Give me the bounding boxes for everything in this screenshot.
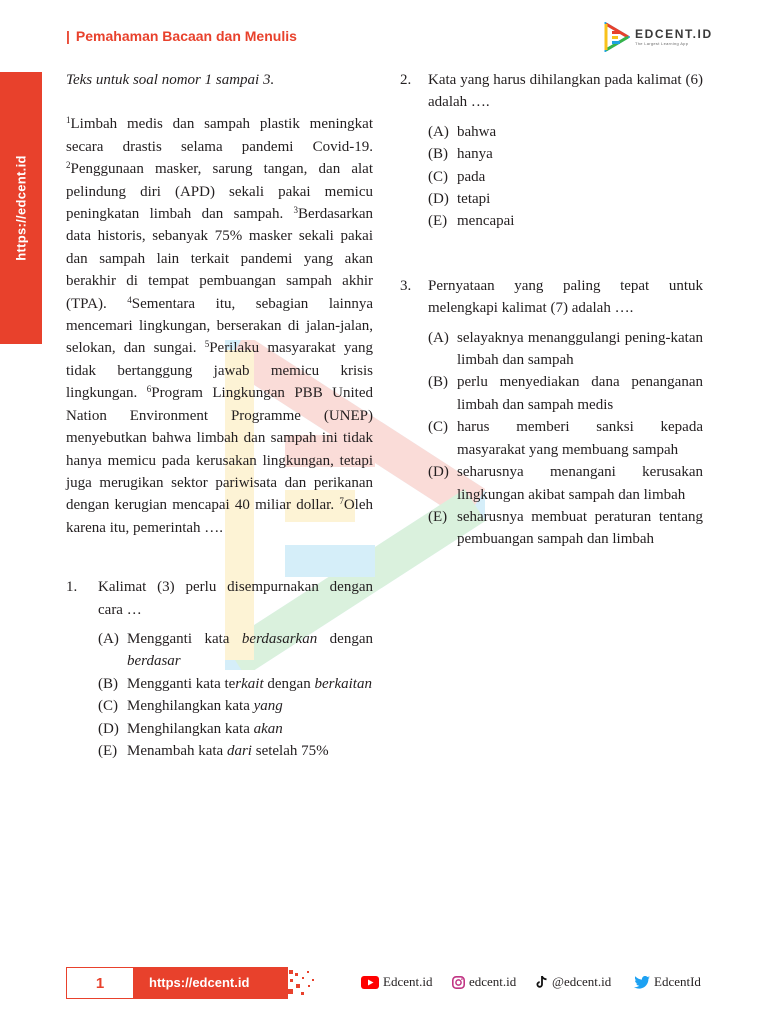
- side-url-text: https://edcent.id: [13, 155, 29, 261]
- footer-url-link[interactable]: https://edcent.id: [134, 967, 282, 999]
- question-text: Kata yang harus dihilangkan pada kalimat (6) adalah ….: [428, 72, 703, 111]
- youtube-icon: [361, 976, 379, 989]
- answer-options: [400, 327, 703, 551]
- answer-option[interactable]: (B) Mengganti kata terkait dengan berkaitan: [98, 675, 372, 692]
- header-title: | Pemahaman Bacaan dan Menulis: [66, 28, 297, 44]
- edcent-logo: [604, 22, 713, 52]
- tiktok-icon: [536, 975, 548, 989]
- answer-option[interactable]: (E) mencapai: [428, 213, 515, 230]
- passage-text: $^1$Limbah medis dan sampah plastik meningkat secara drastis selama pandemi Covid-19. $^2$Penggunaan masker, sarung tangan, dan alat pelindung diri (APD) sekali pakai memicu peningkatan limbah dan sampah. $^3$Berdasarkan data historis, sebanyak 75% masker sekali pakai dan sampah lain terkait pandemi yang akan berakhir di tempat pembuangan sampah akhir (TPA). $^4$Sementara itu, sebagian lainnya mencemari lingkungan, berserakan di jalan-jalan, selokan, dan sungai. $^5$Perilaku masyarakat yang tidak bertanggung jawab memicu krisis lingkungan. $^6$Program Lingkungan PBB United Nation Environment Programme (UNEP) menyebutkan bahwa limbah dan sampah ini tidak hanya memicu pada kerusakan lingkungan, tetapi juga merugikan sektor pariwisata dan perikanan dengan kerugian mencapai 40 miliar dollar. $^7$Oleh karena itu, pemerintah ….: [66, 115, 373, 536]
- answer-option[interactable]: (A) bahwa: [428, 123, 497, 140]
- youtube-handle: Edcent.id: [383, 974, 433, 989]
- answer-option[interactable]: (D) tetapi: [428, 191, 491, 208]
- decorative-speckle-icon: [280, 967, 316, 999]
- logo-name: EDCENT.ID: [635, 27, 713, 41]
- passage-intro: Teks untuk soal nomor 1 sampai 3.: [66, 72, 275, 88]
- answer-option[interactable]: (A) Mengganti kata berdasarkan dengan berdasar: [98, 630, 373, 670]
- question-number: 3.: [400, 277, 412, 294]
- side-url-tab[interactable]: [0, 72, 42, 344]
- answer-option[interactable]: (D) Menghilangkan kata akan: [98, 720, 283, 737]
- question-text: Kalimat (3) perlu disempurnakan dengan cara …: [98, 579, 373, 618]
- answer-options: [66, 628, 373, 762]
- question-number: 1.: [66, 579, 78, 596]
- edcent-logo-icon: [604, 22, 630, 52]
- answer-option[interactable]: (C) Menghilangkan kata yang: [98, 698, 283, 715]
- question-text: Pernyataan yang paling tepat untuk melengkapi kalimat (7) adalah ….: [428, 277, 703, 317]
- left-column: [66, 69, 373, 762]
- youtube-link[interactable]: [361, 974, 432, 990]
- answer-option[interactable]: (C) pada: [428, 168, 486, 185]
- answer-options: [400, 121, 703, 233]
- answer-option[interactable]: (E) Menambah kata dari setelah 75%: [98, 742, 329, 759]
- instagram-handle: edcent.id: [469, 974, 517, 989]
- twitter-link[interactable]: [634, 974, 701, 990]
- instagram-icon: [452, 976, 465, 989]
- answer-option[interactable]: (C) harus memberi sanksi kepada masyarakat yang membuang sampah: [428, 419, 703, 458]
- question-3: [400, 275, 703, 320]
- answer-option[interactable]: (B) hanya: [428, 146, 493, 163]
- question-1: [66, 576, 373, 621]
- answer-option[interactable]: (E) seharusnya membuat peraturan tentang pembuangan sampah dan limbah: [428, 508, 703, 548]
- logo-tagline: The Largest Learning App: [635, 41, 689, 46]
- right-column: [400, 69, 703, 551]
- answer-option[interactable]: (D) seharusnya menangani kerusakan lingkungan akibat sampah dan limbah: [428, 464, 703, 503]
- instagram-link[interactable]: [452, 974, 516, 990]
- answer-option[interactable]: (B) perlu menyediakan dana penanganan limbah dan sampah medis: [428, 374, 703, 413]
- tiktok-handle: @edcent.id: [552, 974, 612, 989]
- tiktok-link[interactable]: [536, 974, 611, 990]
- twitter-handle: EdcentId: [654, 974, 701, 989]
- question-2: [400, 69, 703, 114]
- twitter-icon: [634, 976, 650, 989]
- page-number: 1: [66, 967, 134, 999]
- question-number: 2.: [400, 72, 412, 88]
- answer-option[interactable]: (A) selayaknya menanggulangi pening-katan limbah dan sampah: [428, 329, 703, 369]
